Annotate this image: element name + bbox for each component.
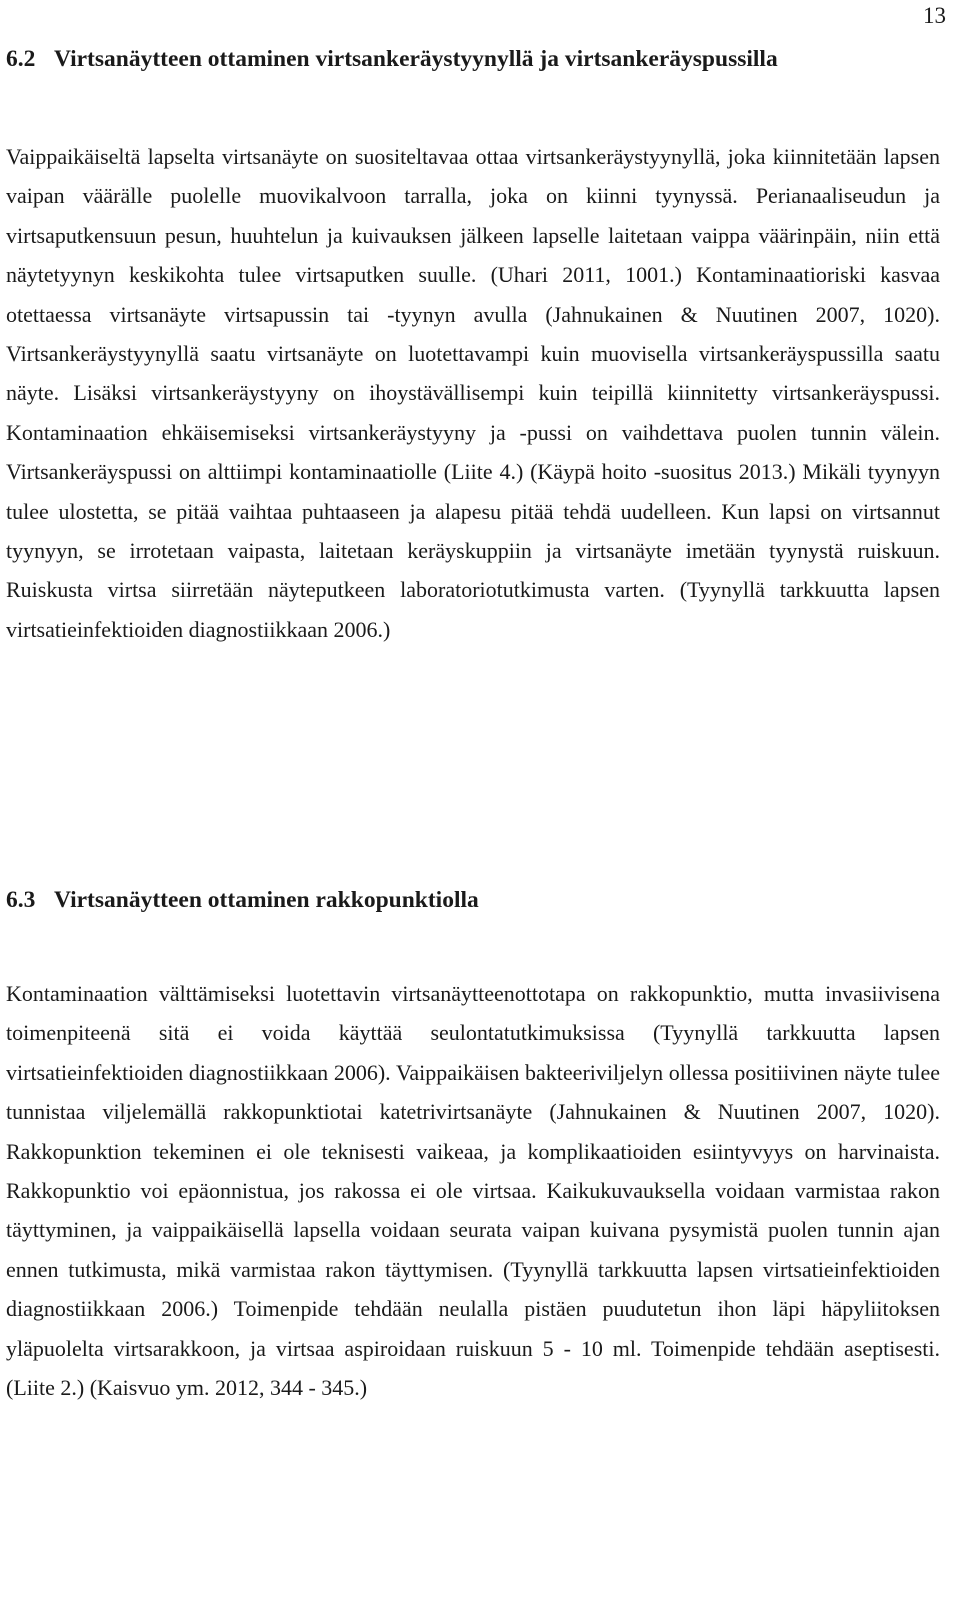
section-heading-6-3 xyxy=(6,885,479,915)
section-number: 6.2 xyxy=(6,46,36,72)
page-number: 13 xyxy=(923,3,946,28)
section-6-2-paragraph: Vaippaikäiseltä lapselta virtsanäyte on suositeltavaa ottaa virtsankeräystyynyllä, joka kiinnitetään lapsen vaipan väärälle puolelle muovikalvoon tarralla, joka on kiinni tyynyssä. Perianaaliseudun ja virtsaputkensuun pesun, huuhtelun ja kuivauksen jälkeen lapselle laitetaan vaippa väärinpäin, niin että näytetyynyn keskikohta tulee virtsaputken suulle. (Uhari 2011, 1001.) Kontaminaatioriski kasvaa otettaessa virtsanäyte virtsapussin tai -tyynyn avulla (Jahnukainen & Nuutinen 2007, 1020). Virtsankeräystyynyllä saatu virtsanäyte on luotettavampi kuin muovisella virtsankeräyspussilla saatu näyte. Lisäksi virtsankeräystyyny on ihoystävällisempi kuin teipillä kiinnitetty virtsankeräyspussi. Kontaminaation ehkäisemiseksi virtsankeräystyyny ja -pussi on vaihdettava puolen tunnin välein. Virtsankeräyspussi on alttiimpi kontaminaatiolle (Liite 4.) (Käypä hoito -suositus 2013.) Mikäli tyynyyn tulee ulostetta, se pitää vaihtaa puhtaaseen ja alapesu pitää tehdä uudelleen. Kun lapsi on virtsannut tyynyyn, se irrotetaan vaipasta, laitetaan keräyskuppiin ja virtsanäyte imetään tyynystä ruiskuun. Ruiskusta virtsa siirretään näyteputkeen laboratoriotutkimusta varten. (Tyynyllä tarkkuutta lapsen virtsatieinfektioiden diagnostiikkaan 2006.) xyxy=(6,144,940,642)
section-number: 6.3 xyxy=(6,887,36,913)
section-6-3-paragraph: Kontaminaation välttämiseksi luotettavin virtsanäytteenottotapa on rakkopunktio, mutta invasiivisena toimenpiteenä sitä ei voida käyttää seulontatutkimuksissa (Tyynyllä tarkkuutta lapsen virtsatieinfektioiden diagnostiikkaan 2006). Vaippaikäisen bakteeriviljelyn ollessa positiivinen näyte tulee tunnistaa viljelemällä rakkopunktiotai katetrivirtsanäyte (Jahnukainen & Nuutinen 2007, 1020). Rakkopunktion tekeminen ei ole teknisesti vaikeaa, ja komplikaatioiden esiintyvyys on harvinaista. Rakkopunktio voi epäonnistua, jos rakossa ei ole virtsaa. Kaikukuvauksella voidaan varmistaa rakon täyttyminen, ja vaippaikäisellä lapsella voidaan seurata vaipan kuivana pysymistä puolen tunnin ajan ennen tutkimusta, mikä varmistaa rakon täyttymisen. (Tyynyllä tarkkuutta lapsen virtsatieinfektioiden diagnostiikkaan 2006.) Toimenpide tehdään neulalla pistäen puudutetun ihon läpi häpyliitoksen yläpuolelta virtsarakkoon, ja virtsaa aspiroidaan ruiskuun 5 - 10 ml. Toimenpide tehdään aseptisesti. (Liite 2.) (Kaisvuo ym. 2012, 344 - 345.) xyxy=(6,981,940,1401)
section-heading-6-2 xyxy=(6,44,778,74)
section-title: Virtsanäytteen ottaminen rakkopunktiolla xyxy=(54,887,479,913)
section-title: Virtsanäytteen ottaminen virtsankeräystyynyllä ja virtsankeräyspussilla xyxy=(54,46,778,72)
